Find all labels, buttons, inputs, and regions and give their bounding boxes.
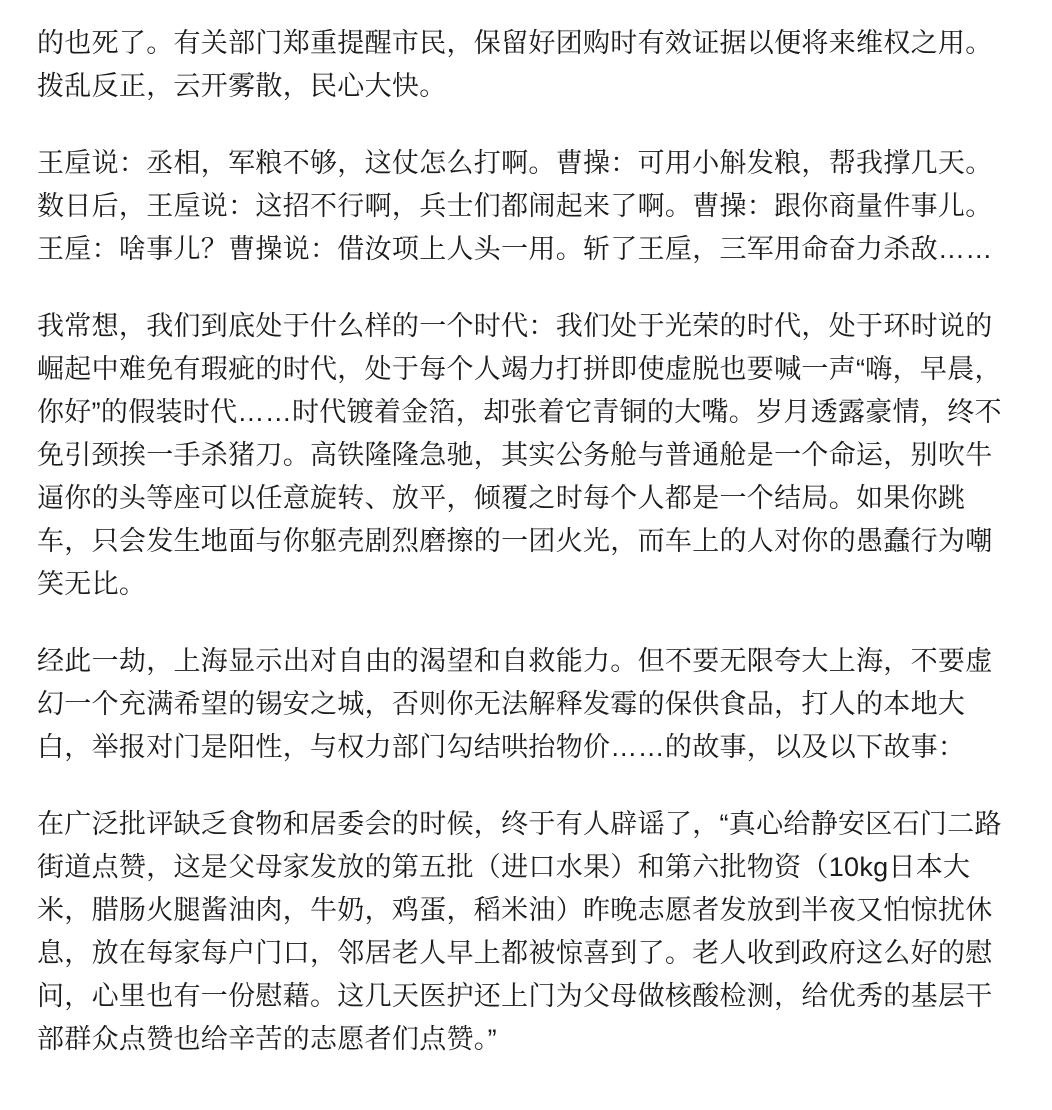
paragraph (37, 640, 1018, 769)
text-line: 崛起中难免有瑕疵的时代，处于每个人竭力打拼即使虚脱也要喊一声“嗨，早晨， (37, 354, 1002, 384)
text-line: 逼你的头等座可以任意旋转、放平，倾覆之时每个人都是一个结局。如果你跳 (37, 483, 966, 513)
text-line: 王垕说：丞相，军粮不够，这仗怎么打啊。曹操：可用小斛发粮，帮我撑几天。 (37, 148, 993, 178)
text-line: 经此一劫，上海显示出对自由的渴望和自救能力。但不要无限夸大上海，不要虚 (37, 646, 993, 676)
text-line: 我常想，我们到底处于什么样的一个时代：我们处于光荣的时代，处于环时说的 (37, 311, 993, 341)
text-line: 笑无比。 (37, 569, 147, 599)
text-line: 拨乱反正，云开雾散，民心大快。 (37, 71, 447, 101)
paragraph (37, 22, 1018, 108)
text-line: 数日后，王垕说：这招不行啊，兵士们都闹起来了啊。曹操：跟你商量件事儿。 (37, 191, 993, 221)
text-line: 王垕：啥事儿？曹操说：借汝项上人头一用。斩了王垕，三军用命奋力杀敌…… (37, 234, 993, 264)
text-line: 你好”的假装时代……时代镀着金箔，却张着它青铜的大嘴。岁月透露豪情，终不 (37, 397, 1002, 427)
paragraph (37, 142, 1018, 271)
text-line: 白，举报对门是阳性，与权力部门勾结哄抬物价……的故事，以及以下故事： (37, 732, 966, 762)
text-line: 米，腊肠火腿酱油肉，牛奶，鸡蛋，稻米油）昨晚志愿者发放到半夜又怕惊扰休 (37, 895, 993, 925)
text-line: 街道点赞，这是父母家发放的第五批（进口水果）和第六批物资（10kg日本大 (37, 852, 971, 882)
text-line: 问，心里也有一份慰藉。这几天医护还上门为父母做核酸检测，给优秀的基层干 (37, 981, 993, 1011)
text-line: 的也死了。有关部门郑重提醒市民，保留好团购时有效证据以便将来维权之用。 (37, 28, 993, 58)
text-line: 幻一个充满希望的锡安之城，否则你无法解释发霉的保供食品，打人的本地大 (37, 689, 966, 719)
paragraph (37, 305, 1018, 606)
text-line: 部群众点赞也给辛苦的志愿者们点赞。” (37, 1024, 497, 1054)
text-line: 在广泛批评缺乏食物和居委会的时候，终于有人辟谣了，“真心给静安区石门二路 (37, 809, 1002, 839)
text-line: 息，放在每家每户门口，邻居老人早上都被惊喜到了。老人收到政府这么好的慰 (37, 938, 993, 968)
text-line: 免引颈挨一手杀猪刀。高铁隆隆急驰，其实公务舱与普通舱是一个命运，别吹牛 (37, 440, 993, 470)
text-line: 车，只会发生地面与你躯壳剧烈磨擦的一团火光，而车上的人对你的愚蠢行为嘲 (37, 526, 993, 556)
paragraph (37, 803, 1018, 1061)
